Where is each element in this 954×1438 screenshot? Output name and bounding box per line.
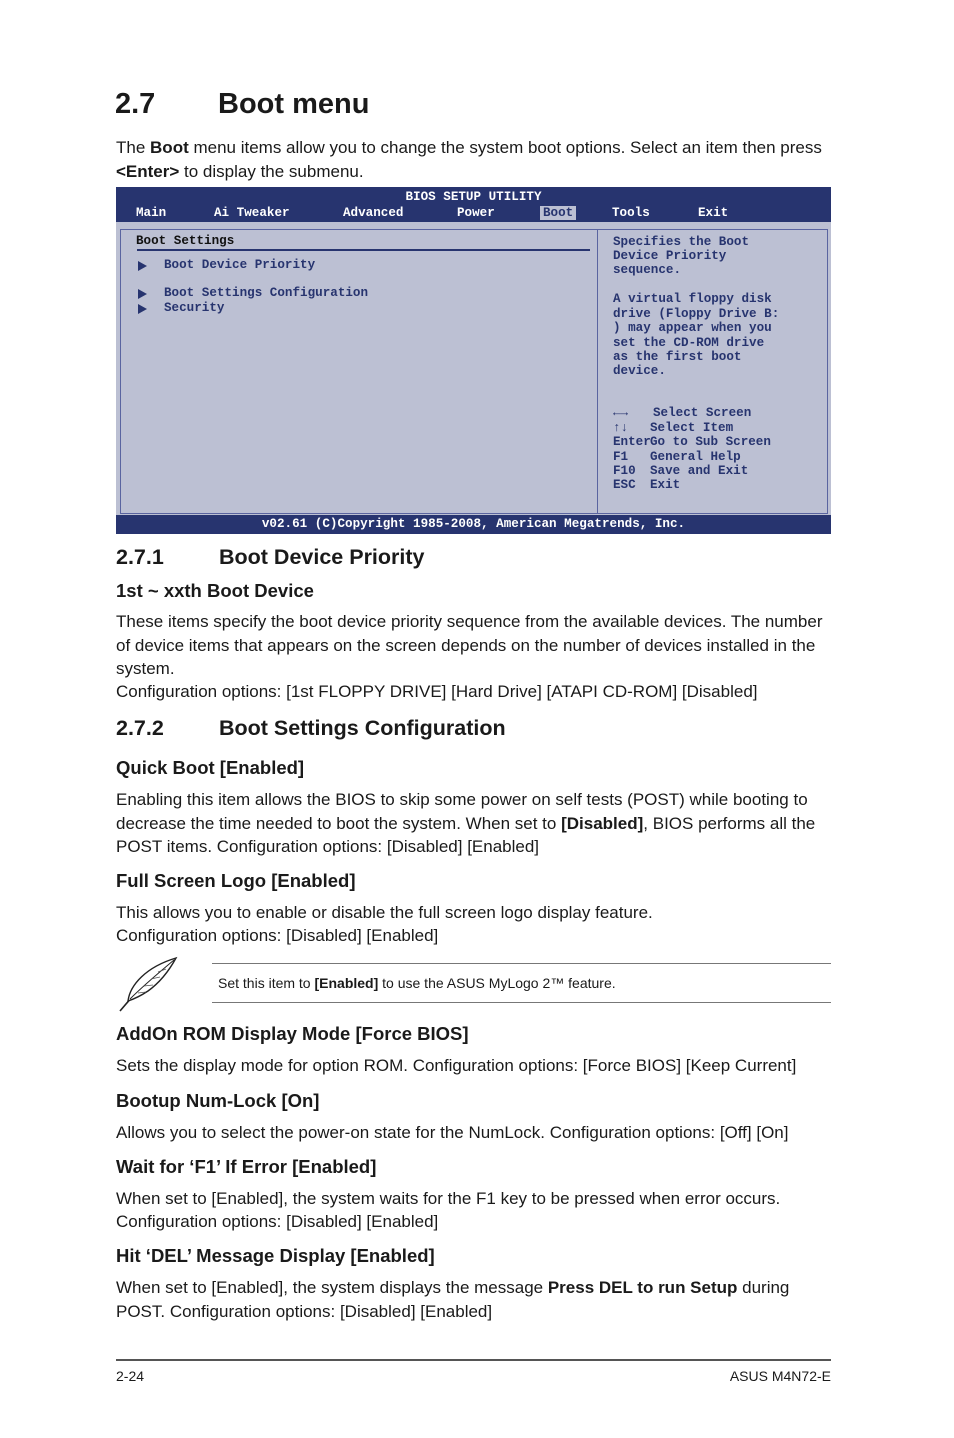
bios-menu-ai-tweaker[interactable]: Ai Tweaker: [214, 206, 290, 220]
item-boot-device-heading: 1st ~ xxth Boot Device: [116, 580, 314, 601]
key-desc-select-item: Select Item: [650, 421, 734, 435]
bios-item-security[interactable]: Security: [164, 301, 225, 315]
subsection-title-text: Boot Settings Configuration: [219, 716, 506, 740]
help-line: as the first boot: [613, 350, 742, 364]
bios-title: BIOS SETUP UTILITY: [405, 190, 542, 204]
addon-rom-description: Sets the display mode for option ROM. Configuration options: [Force BIOS] [Keep Current]: [116, 1056, 797, 1075]
hit-del-bold: Press DEL to run Setup: [547, 1278, 738, 1297]
intro-bold-enter: <Enter>: [116, 161, 180, 181]
numlock-heading: Bootup Num-Lock [On]: [116, 1090, 320, 1111]
hit-del-text-2: during POST. Configuration options: [Disabled] [Enabled]: [116, 1278, 790, 1321]
section-number: 2.7: [115, 88, 156, 120]
note-rule-bottom: [212, 1002, 831, 1003]
key-left-right: ←→: [613, 406, 629, 420]
intro-paragraph: [116, 136, 836, 183]
boot-device-description: These items specify the boot device priority sequence from the available devices. The number of device items that appears on the screen depends on the number of devices installed in the system.: [116, 612, 823, 678]
bios-menu-power[interactable]: Power: [457, 206, 495, 220]
key-desc-general-help: General Help: [650, 450, 741, 464]
intro-bold-boot: Boot: [150, 138, 189, 157]
wait-f1-line-1: When set to [Enabled], the system waits for the F1 key to be pressed when error occurs.: [116, 1189, 781, 1208]
bios-panel-divider: [137, 249, 590, 251]
help-line: Device Priority: [613, 249, 727, 263]
subsection-number: 2.7.2: [116, 716, 164, 740]
intro-text-1: The: [116, 138, 151, 157]
subsection-2-7-2-title: [116, 716, 506, 741]
note-feather-icon: [116, 955, 180, 1013]
key-desc-save-exit: Save and Exit: [650, 464, 749, 478]
full-screen-logo-heading: Full Screen Logo [Enabled]: [116, 870, 356, 891]
bios-menu-advanced[interactable]: Advanced: [343, 206, 404, 220]
key-desc-select-screen: Select Screen: [653, 406, 752, 420]
bios-menu-exit[interactable]: Exit: [698, 206, 729, 220]
bios-item-boot-settings-configuration[interactable]: Boot Settings Configuration: [164, 286, 369, 300]
bios-screenshot: [116, 187, 831, 534]
help-line: set the CD-ROM drive: [613, 336, 765, 350]
bios-panel-heading: Boot Settings: [136, 234, 235, 248]
bios-item-boot-device-priority[interactable]: Boot Device Priority: [164, 258, 316, 272]
bios-settings-panel: [120, 229, 598, 514]
hit-del-description: [116, 1276, 836, 1323]
help-line: A virtual floppy disk: [613, 292, 772, 306]
note-text-2: to use the ASUS MyLogo 2™ feature.: [378, 975, 616, 991]
key-esc: ESC: [613, 478, 636, 492]
subsection-number: 2.7.1: [116, 545, 164, 569]
key-f1: F1: [613, 450, 629, 464]
addon-rom-heading: AddOn ROM Display Mode [Force BIOS]: [116, 1023, 469, 1044]
note-text: [218, 975, 616, 991]
help-line: ) may appear when you: [613, 321, 772, 335]
section-title-text: Boot menu: [218, 88, 370, 120]
note-bold: [Enabled]: [314, 975, 379, 991]
hit-del-heading: Hit ‘DEL’ Message Display [Enabled]: [116, 1245, 435, 1266]
bios-menu-tools[interactable]: Tools: [612, 206, 650, 220]
bios-copyright: v02.61 (C)Copyright 1985-2008, American Megatrends, Inc.: [261, 517, 686, 531]
page-number: 2-24: [116, 1368, 145, 1384]
key-desc-sub-screen: Go to Sub Screen: [650, 435, 771, 449]
section-title: [115, 88, 369, 121]
quick-boot-heading: Quick Boot [Enabled]: [116, 757, 305, 778]
submenu-arrow-icon: [138, 261, 147, 271]
quick-boot-text-1: Enabling this item allows the BIOS to skip some power on self tests (POST) while booting to decrease the time needed to boot the system. When set to: [116, 790, 808, 833]
submenu-arrow-icon: [138, 289, 147, 299]
intro-text-2: menu items allow you to change the system boot options. Select an item then press: [188, 138, 822, 157]
bios-header-bar: [116, 187, 831, 222]
subsection-2-7-1-title: [116, 545, 425, 570]
hit-del-text-1: When set to [Enabled], the system displays the message: [116, 1278, 548, 1297]
note-rule-top: [212, 963, 831, 964]
full-screen-logo-line-2: Configuration options: [Disabled] [Enabled]: [116, 926, 439, 945]
numlock-description: Allows you to select the power-on state for the NumLock. Configuration options: [Off] [On]: [116, 1123, 789, 1142]
help-line: device.: [613, 364, 666, 378]
quick-boot-description: [116, 788, 832, 859]
wait-f1-heading: Wait for ‘F1’ If Error [Enabled]: [116, 1156, 377, 1177]
help-line: Specifies the Boot: [613, 235, 750, 249]
bios-footer-bar: [116, 515, 831, 534]
quick-boot-bold: [Disabled]: [561, 813, 644, 833]
bios-menu-boot[interactable]: Boot: [540, 206, 576, 220]
wait-f1-line-2: Configuration options: [Disabled] [Enabled]: [116, 1212, 439, 1231]
help-line: drive (Floppy Drive B:: [613, 307, 780, 321]
bios-help-panel: [597, 229, 828, 514]
key-desc-exit: Exit: [650, 478, 681, 492]
key-f10: F10: [613, 464, 636, 478]
help-line: sequence.: [613, 263, 682, 277]
note-text-1: Set this item to: [218, 975, 315, 991]
quick-boot-text-2: , BIOS performs all the POST items. Configuration options: [Disabled] [Enabled]: [116, 813, 816, 856]
footer-rule: [116, 1359, 831, 1361]
submenu-arrow-icon: [138, 304, 147, 314]
bios-menu-main[interactable]: Main: [136, 206, 167, 220]
intro-text-3: to display the submenu.: [179, 161, 364, 181]
full-screen-logo-line-1: This allows you to enable or disable the full screen logo display feature.: [116, 903, 653, 922]
product-model: ASUS M4N72-E: [729, 1368, 831, 1384]
boot-device-options: Configuration options: [1st FLOPPY DRIVE] [Hard Drive] [ATAPI CD-ROM] [Disabled]: [116, 682, 758, 701]
subsection-title-text: Boot Device Priority: [219, 545, 425, 569]
key-enter: Enter: [613, 435, 651, 449]
key-up-down: ↑↓: [613, 421, 629, 435]
